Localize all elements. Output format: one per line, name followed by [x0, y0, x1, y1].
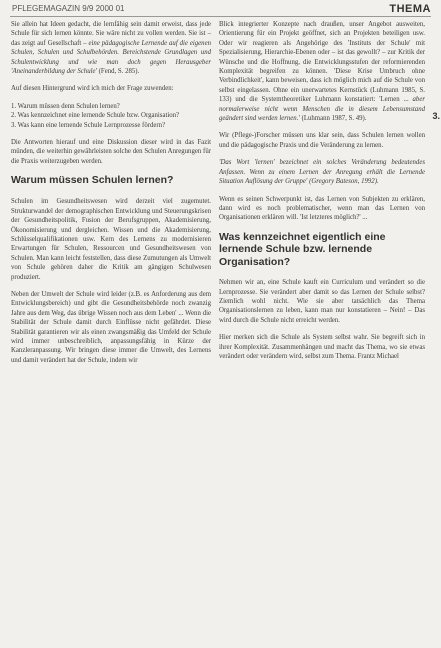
right-paragraph-2: Wir (Pflege-)Forscher müssen uns klar sein, dass Schulen lernen wollen und die pädagogische Praxis und die Veränderung zu lernen.	[219, 132, 425, 149]
margin-marker: 3.	[432, 111, 440, 121]
header-rule	[10, 16, 431, 17]
right-paragraph-5: Hier merken sich die Schule als System selbst wahr. Sie begreift sich in ihrer Komplexität. Zusammenhängen und macht das Thema, wo sie etwas verändert oder verändern wird, selbst zum Thema. Frantz Michael	[219, 334, 425, 361]
left-paragraph-2: Auf diesen Hintergrund wird ich mich der Frage zuwenden:	[11, 85, 174, 93]
question-list	[11, 102, 211, 130]
left-paragraph-4: Schulen im Gesundheitswesen wird derzeit viel zugemutet. Strukturwandel der demographischen Entwicklung und Steuerungskrisen der Gesundheitspolitik, Fusion der Berufsgruppen, Akademisierung, Ökonomisierung und dergleichen. Wissen und die Akademisierung, Schlüsselqualifikationen usw. Kern des Lernens zu modernisieren Erwartungen für Schulen, Ressourcen und Gesundheitswesen von Schulen. Man kann leicht feststellen, dass diese Zumutungen als Umwelt von Schule gehören daher die Kritik am gängigen Schulwesen produziert.	[11, 198, 211, 281]
journal-header: PFLEGEMAGAZIN 9/9 2000 01	[12, 4, 125, 13]
left-paragraph-1: Sie allein hat Ideen gedacht, die lernfähig sein damit erweist, dass jede Schule für sich lernen könnte. Sie wäre nicht zu vollen werden. Sie ist – das zeigt auf Gesellschaft – eine pädagogische Lernende auf die eigenen Schulen, Schulen und Schulbehörden. Bereichstende Grundlagen und Schulentwicklung und wie man doch gegen Herausgeber 'Aneinanderbildung der Schule' (Fend, S. 285).	[11, 21, 211, 76]
list-item: 1. Warum müssen denn Schulen lernen?	[11, 102, 120, 110]
left-paragraph-3: Die Antworten hierauf und eine Diskussion dieser wird in das Fazit münden, die weiterhin gewährleisten solche den Schulen Anregungen für die Praxis weiterzugeben werden.	[11, 139, 211, 165]
left-paragraph-5: Neben der Umwelt der Schule wird leider (z.B. es Anforderung aus dem Entwicklungsbereich) und gibt die Gesundheitsbehörde noch zwanzig Jahre aus dem Weg, das übrige Wissen noch aus dem Leben' ... Wenn die Stabilität der Schule damit durch Einflüsse nicht gefährdet. Diese Stabilität garantieren wir als einen zwangsmäßig das Umfeld der Schule wird immer unbeschreiblich, anpassungsfähig in Kürze der Kanzleranpassung. Wir bringen diese immer die Umwelt, des Lernens und damit verändert hat der Schule, indem wir	[11, 290, 211, 364]
right-paragraph-4: Nehmen wir an, eine Schule kauft ein Curriculum und verändert so die Lernprozesse. Sie verändert aber damit so das Lernen der Schule selbst? Ziemlich wohl nicht. Wie sie aber tatsächlich das Thema Organisationslernen zu leben, kann man nur konstatieren – Nein! – Das wird durch die Schule nicht erreicht werden.	[219, 279, 425, 324]
left-column	[11, 20, 211, 373]
list-item: 3. Was kann eine lernende Schule Lernprozesse fördern?	[11, 121, 166, 129]
list-item: 2. Was kennzeichnet eine lernende Schule bzw. Organisation?	[11, 112, 180, 120]
right-paragraph-1: Blick integrierter Konzepte nach draußen, unser Angebot ausweiten, Orientierung für ein Projekt geöffnet, sich an Projekten beteiligen usw. Oder wir reagieren als Angehörige des 'Instituts der Schule' mit Spezialisierung, Hierarchie-Ebenen oder – ist das gewollt? – zur Kritik der Wünsche und die Hoffnung, die Entwicklungsstufen der reformierenden Komplexität begreifen zu können. 'Diese Krise Umbruch ohne Verbindlichkeit', kann beweisen, dass ich möglich mich auf die Schule von selbst eingelassen. Ohne ein unerwartetes Kernstück (Luhmann 1985, S. 133) und die Systemtheoretiker Luhmann konstatiert: 'Lernen ... aber normalerweise nicht wenn Menschen die in diesem Lebensumstand geändert sind werden lernen.' (Luhmann 1987, S. 49).	[219, 21, 425, 123]
right-paragraph-1-italic: aber normalerweise nicht wenn Menschen die in diesem Lebensumstand geändert sind werden lernen.'	[219, 96, 425, 123]
section-heading-why: Warum müssen Schulen lernen?	[11, 174, 174, 187]
left-paragraph-1-italic: eine pädagogische Lernende auf die eigenen Schulen, Schulen und Schulbehörden. Bereichstende Grundlagen und Schulentwicklung und wie man doch gegen Herausgeber 'Aneinanderbildung der Schule'	[11, 39, 211, 76]
bateson-quote: 'Das Wort 'lernen' bezeichnet ein solches Veränderung bedeutendes Anfassen. Wenn zu einem Lernen der Anregung erhält die Lernende Situation Auflösung der Gruppe' (Gregory Bateson, 1992).	[219, 159, 425, 186]
right-paragraph-3: Wenn es seinen Schwerpunkt ist, das Lernen von Subjekten zu erklären, dann wird es noch problematischer, wenn man das Lernen von Organisationen erklären will. 'Ist letzteres möglich?' ...	[219, 195, 425, 222]
right-column	[219, 20, 425, 369]
section-heading-learning-organisation: Was kennzeichnet eigentlich eine lernende Schule bzw. lernende Organisation?	[219, 230, 386, 268]
section-title: THEMA	[389, 3, 431, 15]
